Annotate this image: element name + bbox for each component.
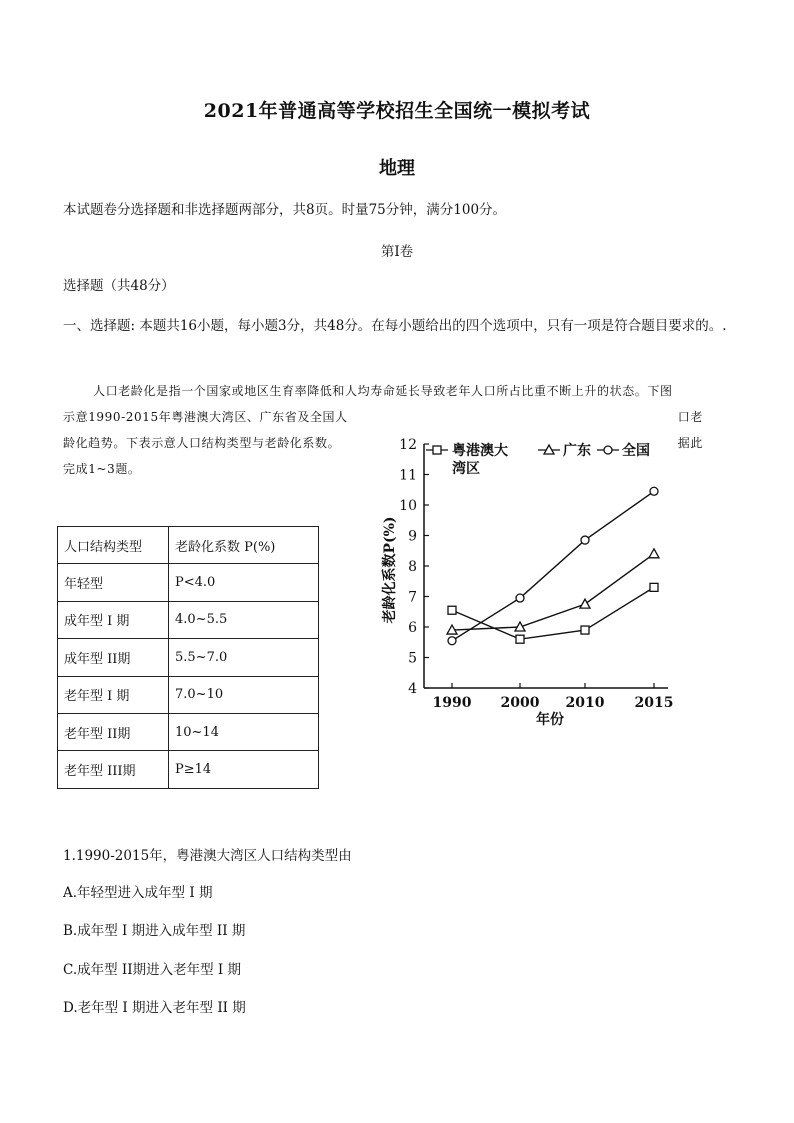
table-row bbox=[58, 751, 319, 788]
table-cell: 5.5~7.0 bbox=[169, 639, 319, 676]
question-1-stem: 1.1990-2015年，粤港澳大湾区人口结构类型由 bbox=[63, 848, 352, 864]
data-point-triangle bbox=[580, 599, 590, 608]
x-tick-label: 1990 bbox=[432, 695, 472, 711]
table-row bbox=[58, 601, 319, 638]
table-header-cell: 老龄化系数 P(%) bbox=[169, 527, 319, 564]
legend-marker-circle bbox=[604, 446, 612, 454]
y-tick-label: 4 bbox=[408, 681, 417, 697]
passage-line-2 bbox=[63, 404, 703, 430]
chart-svg bbox=[372, 428, 690, 730]
option-b[interactable]: B.成年型 I 期进入成年型 II 期 bbox=[63, 923, 246, 939]
table-cell: 老年型 II期 bbox=[58, 713, 169, 750]
table-cell: 7.0~10 bbox=[169, 676, 319, 713]
table-cell: 4.0~5.5 bbox=[169, 601, 319, 638]
y-tick-label: 7 bbox=[408, 589, 417, 606]
table-row bbox=[58, 564, 319, 601]
passage-line-3a: 龄化趋势。下表示意人口结构类型与老龄化系数。 bbox=[63, 436, 341, 450]
data-point-circle bbox=[448, 637, 456, 645]
legend-label-guangdong: 广东 bbox=[563, 443, 591, 459]
subject-title: 地理 bbox=[379, 158, 415, 179]
passage-line-2b: 口老 bbox=[677, 410, 703, 424]
y-tick-label: 10 bbox=[399, 498, 417, 514]
exam-intro: 本试题卷分选择题和非选择题两部分，共8页。时量75分钟，满分100分。 bbox=[63, 202, 507, 218]
table-cell: 年轻型 bbox=[58, 564, 169, 601]
data-point-square bbox=[581, 626, 589, 634]
data-point-square bbox=[650, 583, 658, 591]
data-point-square bbox=[516, 635, 524, 643]
y-tick-label: 5 bbox=[408, 650, 417, 667]
data-point-circle bbox=[650, 487, 658, 495]
population-structure-table bbox=[57, 526, 319, 789]
instructions: 一、选择题: 本题共16小题，每小题3分，共48分。在每小题给出的四个选项中，只有一项是符合题目要求的。. bbox=[63, 318, 727, 334]
y-axis-title: 老龄化系数P(%) bbox=[382, 516, 398, 624]
option-c[interactable]: C.成年型 II期进入老年型 I 期 bbox=[63, 962, 242, 978]
table-header-cell: 人口结构类型 bbox=[58, 527, 169, 564]
series-line-square bbox=[452, 587, 654, 639]
legend-label-national: 全国 bbox=[622, 443, 650, 459]
table-row bbox=[58, 676, 319, 713]
table-cell: 老年型 I 期 bbox=[58, 676, 169, 713]
series-line-circle bbox=[452, 491, 654, 640]
x-axis-title: 年份 bbox=[536, 712, 564, 728]
volume-label: 第Ⅰ卷 bbox=[380, 244, 414, 260]
table-cell: 成年型 II期 bbox=[58, 639, 169, 676]
x-tick-label: 2000 bbox=[500, 695, 540, 711]
y-tick-label: 8 bbox=[408, 559, 417, 575]
section-heading: 选择题（共48分） bbox=[63, 278, 175, 294]
y-tick-label: 9 bbox=[408, 528, 417, 545]
table-header-row bbox=[58, 527, 319, 564]
series-line-triangle bbox=[452, 554, 654, 630]
option-d[interactable]: D.老年型 I 期进入老年型 II 期 bbox=[63, 1000, 246, 1016]
aging-trend-chart bbox=[372, 428, 690, 730]
data-point-circle bbox=[581, 536, 589, 544]
legend-marker-square bbox=[433, 446, 441, 454]
exam-title: 2021年普通高等学校招生全国统一模拟考试 bbox=[203, 100, 591, 122]
table-cell: 10~14 bbox=[169, 713, 319, 750]
passage-line-1: 人口老龄化是指一个国家或地区生育率降低和人均寿命延长导致老年人口所占比重不断上升的状态。下图 bbox=[93, 384, 673, 398]
table-cell: 老年型 III期 bbox=[58, 751, 169, 788]
table-row bbox=[58, 639, 319, 676]
y-tick-label: 6 bbox=[408, 620, 417, 636]
passage-line-4: 完成1~3题。 bbox=[63, 462, 141, 476]
data-point-circle bbox=[516, 594, 524, 602]
legend-label-bay-area: 粤港澳大 bbox=[452, 443, 508, 459]
option-a[interactable]: A.年轻型进入成年型 I 期 bbox=[63, 885, 213, 901]
chart-legend bbox=[426, 442, 650, 477]
table-row bbox=[58, 713, 319, 750]
y-tick-label: 12 bbox=[399, 437, 417, 453]
y-tick-label: 11 bbox=[399, 467, 417, 484]
table-cell: P<4.0 bbox=[169, 564, 319, 601]
x-tick-label: 2015 bbox=[634, 695, 674, 711]
x-tick-label: 2010 bbox=[565, 695, 605, 711]
data-point-triangle bbox=[649, 549, 659, 558]
table-cell: 成年型 I 期 bbox=[58, 601, 169, 638]
legend-label-bay-area-2: 湾区 bbox=[452, 461, 480, 477]
passage-line-3b: 据此 bbox=[677, 436, 703, 450]
data-point-square bbox=[448, 606, 456, 614]
passage-line-2a: 示意1990-2015年粤港澳大湾区、广东省及全国人 bbox=[63, 410, 348, 424]
table-cell: P≥14 bbox=[169, 751, 319, 788]
